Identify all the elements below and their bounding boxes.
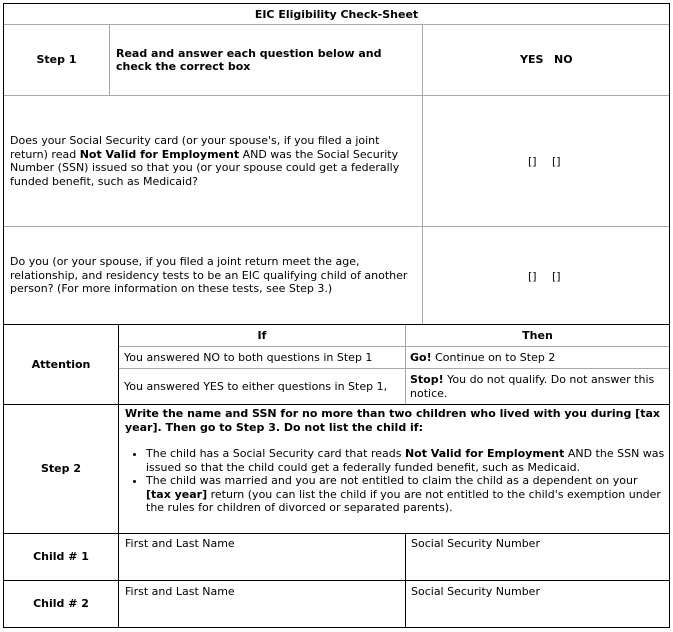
attention-row2-if: You answered YES to either questions in Step 1, [124,379,388,393]
no-header: NO [554,53,573,66]
yes-header: YES [520,53,544,66]
sheet-title: EIC Eligibility Check-Sheet [254,7,419,21]
question-2 [10,227,418,324]
bullet1-text-end: AND the SSN was issued so that the child could get a federally funded benefit, such as Medicaid. [146,447,665,474]
divider [109,25,110,95]
stop-text: You do not qualify. Do not answer this notice. [410,373,655,400]
child1-ssn-field[interactable] [406,534,669,580]
child1-label: Child # 1 [33,550,89,564]
child1-ssn-label: Social Security Number [411,537,540,550]
step2-label: Step 2 [41,461,81,475]
question-1-text: Does your Social Security card (or your spouse's, if you filed a joint return) read [10,134,380,161]
question-2-text: Do you (or your spouse, if you filed a joint return meet the age, relationship, and residency tests to be an EIC qualifying child of another person? (For more information on these tests, see Step 3.) [10,255,408,296]
step2-exclusion-list [125,447,665,515]
child1-name-label: First and Last Name [125,537,235,550]
stop-label: Stop! [410,373,444,386]
if-header: If [257,329,267,343]
eic-check-sheet [3,3,670,628]
go-label: Go! [410,350,432,364]
child2-ssn-field[interactable] [406,581,669,627]
bullet1-bold: Not Valid for Employment [404,447,565,460]
step2-content [125,407,665,515]
bullet1-text: The child has a Social Security card that reads [146,447,405,460]
then-header: Then [522,329,553,343]
q2-yes-checkbox[interactable]: [] [528,270,537,283]
divider [405,325,406,404]
question-1 [10,96,418,226]
list-item [146,474,665,515]
attention-label: Attention [31,357,91,371]
q2-no-checkbox[interactable]: [] [552,270,561,283]
step1-label: Step 1 [36,53,77,67]
step1-instruction: Read and answer each question below and check the correct box [116,46,382,73]
list-item [146,447,665,474]
go-text: Continue on to Step 2 [431,350,556,364]
child2-name-label: First and Last Name [125,585,235,598]
question-1-bold: Not Valid for Employment [79,147,240,161]
bullet2-bold: [tax year] [146,487,208,501]
question-1-text-end: AND was the Social Security Number (SSN) issued so that you (or your spouse could get a federally funded benefit, such as Medicaid? [10,147,400,188]
child1-name-field[interactable] [119,534,405,580]
attention-row2-then [410,369,665,404]
child2-ssn-label: Social Security Number [411,585,540,598]
step2-intro: Write the name and SSN for no more than two children who lived with you during [tax year]. Then go to Step 3. Do not list the child if: [125,407,660,434]
attention-row1-then [410,347,665,368]
q1-yes-checkbox[interactable]: [] [528,155,537,168]
q1-no-checkbox[interactable]: [] [552,155,561,168]
bullet2-text: The child was married and you are not entitled to claim the child as a dependent on your [146,474,638,487]
attention-row1-if: You answered NO to both questions in Step 1 [124,350,373,364]
child2-label: Child # 2 [33,597,89,611]
divider [422,25,423,324]
bullet2-text-end: return (you can list the child if you are not entitled to the child's exemption under the rules for children of divorced or separated parents). [146,487,661,514]
child2-name-field[interactable] [119,581,405,627]
